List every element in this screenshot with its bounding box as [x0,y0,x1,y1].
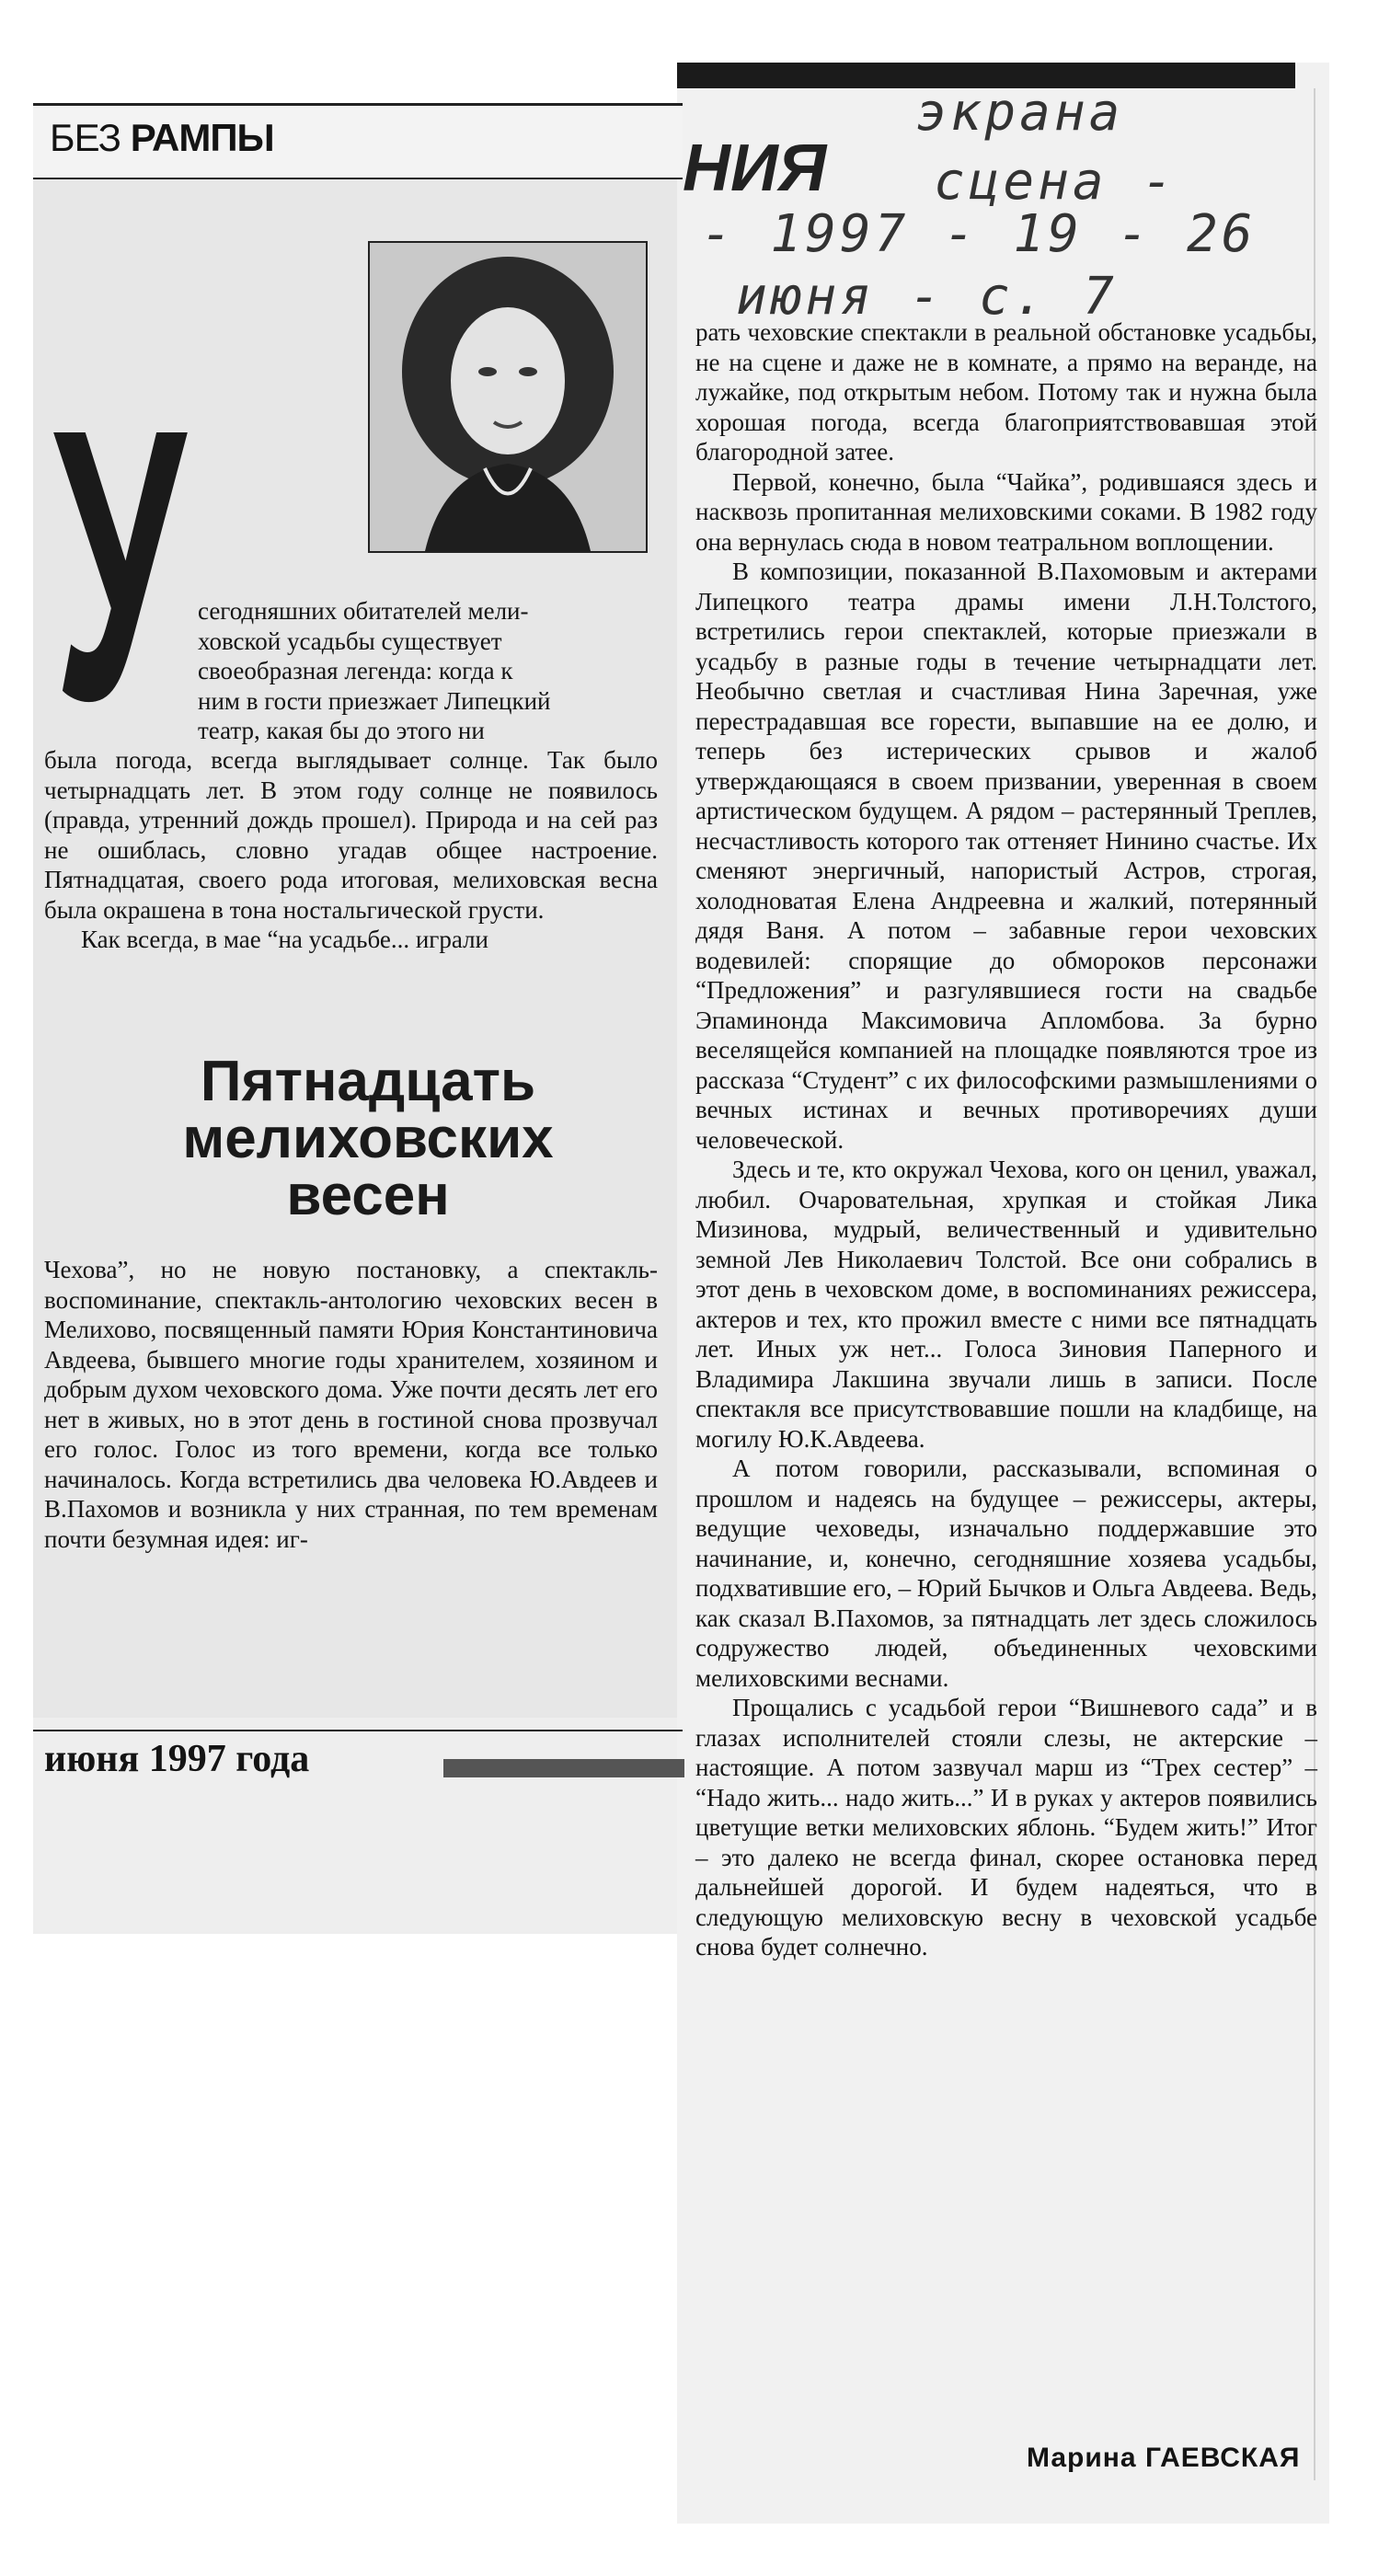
lead-line: ним в гости приезжает Липецкий [198,686,551,715]
author-byline: Марина ГАЕВСКАЯ [1027,2443,1301,2473]
lead-line: сегодняшних обитателей мели- [198,597,529,625]
left-paragraph: Как всегда, в мае “на усадьбе... играли [81,926,489,953]
neighbor-header-fragment: НИЯ [683,132,827,205]
right-paragraph: В композиции, показанной В.Пахомовым и актерами Липецкого театра драмы имени Л.Н.Толстого, встретились герои спектаклей, которые приезжали в усадьбу в разные годы в течение четырнадцати лет. Необычно светлая и счастливая Нина Заречная, уже перестрадавшая все горести, выпавшие на ее долю, и теперь без истерических срывов и жалоб утверждающаяся в своем призвании, уверенная в своем артистическом будущем. А рядом – растерянный Треплев, несчастливость которого так оттеняет Нинино счастье. Их сменяют энергичный, напористый Астров, строгая, холодноватая Елена Андреевна и жалкий, потерянный дядя Ваня. А потом – забавные герои чеховских водевилей: спорящие до обмороков персонажи “Предложения” и разгулявшиеся гости на свадьбе Эпаминонда Максимовича Апломбова. За бурно веселящейся компанией на площадке появляются трое из рассказа “Студент” с их философскими размышлениями о вечных истинах и вечных противоречиях души человеческой. [695,558,1317,1154]
right-paragraph: Первой, конечно, была “Чайка”, родившаяся здесь и насквозь пропитанная мелиховскими соками. В 1982 году она вернулась сюда в новом театральном воплощении. [695,467,1317,556]
article-right-column [695,317,1317,1962]
lead-line: ховской усадьбы существует [198,627,502,655]
right-paragraph: Здесь и те, кто окружал Чехова, кого он ценил, уважал, любил. Очаровательная, хрупкая и стойкая Лика Мизинова, мудрый, величественный и удивительно земной Лев Николаевич Толстой. Все они собрались в этот день в чеховском доме, в воспоминаниях режиссера, актеров и тех, кто прожил вместе с ними все пятнадцать лет. Иных уж нет... Голоса Зиновия Паперного и Владимира Лакшина звучали лишь в записи. После спектакля все присутствовавшие пошли на кладбище, на могилу Ю.К.Авдеева. [695,1156,1317,1453]
portrait-icon [370,243,646,551]
article-left-column-continued [44,1255,658,1554]
right-paragraph: рать чеховские спектакли в реальной обстановке усадьбы, не на сцене и даже не в комнате, а прямо на веранде, на лужайке, под открытым небом. Потому так и нужна была хорошая погода, всегда благоприятствовавшая этой благородной затее. [695,318,1317,466]
date-rule [443,1759,684,1777]
handwritten-note-line-1: экрана [915,83,1124,143]
portrait-photo [368,241,648,553]
handwritten-note-line-4: июня - с. 7 [736,267,1118,327]
lead-line: театр, какая бы до этого ни [198,717,485,744]
article-lead-text [198,596,658,746]
rubric [50,116,274,160]
headline-line: весен [286,1164,450,1227]
headline-line: Пятнадцать [200,1050,536,1113]
left-paragraph: была погода, всегда выглядывает солнце. Так было четырнадцать лет. В этом году солнце не появилось (правда, утренний дождь прошел). Природа и на сей раз не ошиблась, словно угадав общее настроение. Пятнадцатая, своего рода итоговая, мелиховская весна была окрашена в тона ностальгической грусти. [44,746,658,924]
handwritten-note-line-3: - 1997 - 19 - 26 [701,204,1257,264]
lead-line: своеобразная легенда: когда к [198,657,513,684]
publication-date: июня 1997 года [44,1738,310,1780]
article-left-column [44,745,658,955]
article-headline [92,1050,644,1227]
handwritten-note-line-2: сцена - [934,152,1177,212]
drop-cap: У [53,350,186,781]
right-paragraph: А потом говорили, рассказывали, вспоминая о прошлом и надеясь на будущее – режиссеры, актеры, ведущие чеховеды, изначально поддержавшие это начинание, и, конечно, сегодняшние хозяева усадьбы, подхватившие его, – Юрий Бычков и Ольга Авдеева. Ведь, как сказал В.Пахомов, за пятнадцать лет здесь сложилось содружество людей, объединенных чеховскими мелиховскими веснами. [695,1455,1317,1692]
right-paragraph: Прощались с усадьбой герои “Вишневого сада” и в глазах исполнителей стояли слезы, не актерские – настоящие. А потом зазвучал марш из “Трех сестер” – “Надо жить... надо жить...” И в руках у актеров появились цветущие ветки мелиховских яблонь. “Будем жить!” Итог – это далеко не всегда финал, скорее остановка перед дальнейшей дорогой. И будем надеяться, что в следующую мелиховскую весну в чеховской усадьбе снова будет солнечно. [695,1694,1317,1961]
left-paragraph: Чехова”, но не новую постановку, а спектакль-воспоминание, спектакль-антологию чеховских весен в Мелихово, посвященный памяти Юрия Константиновича Авдеева, бывшего многие годы хранителем, хозяином и добрым духом чеховского дома. Уже почти десять лет его нет в живых, но в этот день в гостиной снова прозвучал его голос. Голос из того времени, когда все только начиналось. Когда встретились два человека Ю.Авдеев и В.Пахомов и возникла у них странная, по тем временам почти безумная идея: иг- [44,1256,658,1553]
rubric-prefix: БЕЗ [50,116,121,159]
headline-line: мелиховских [182,1107,554,1170]
rubric-main: РАМПЫ [130,116,274,159]
